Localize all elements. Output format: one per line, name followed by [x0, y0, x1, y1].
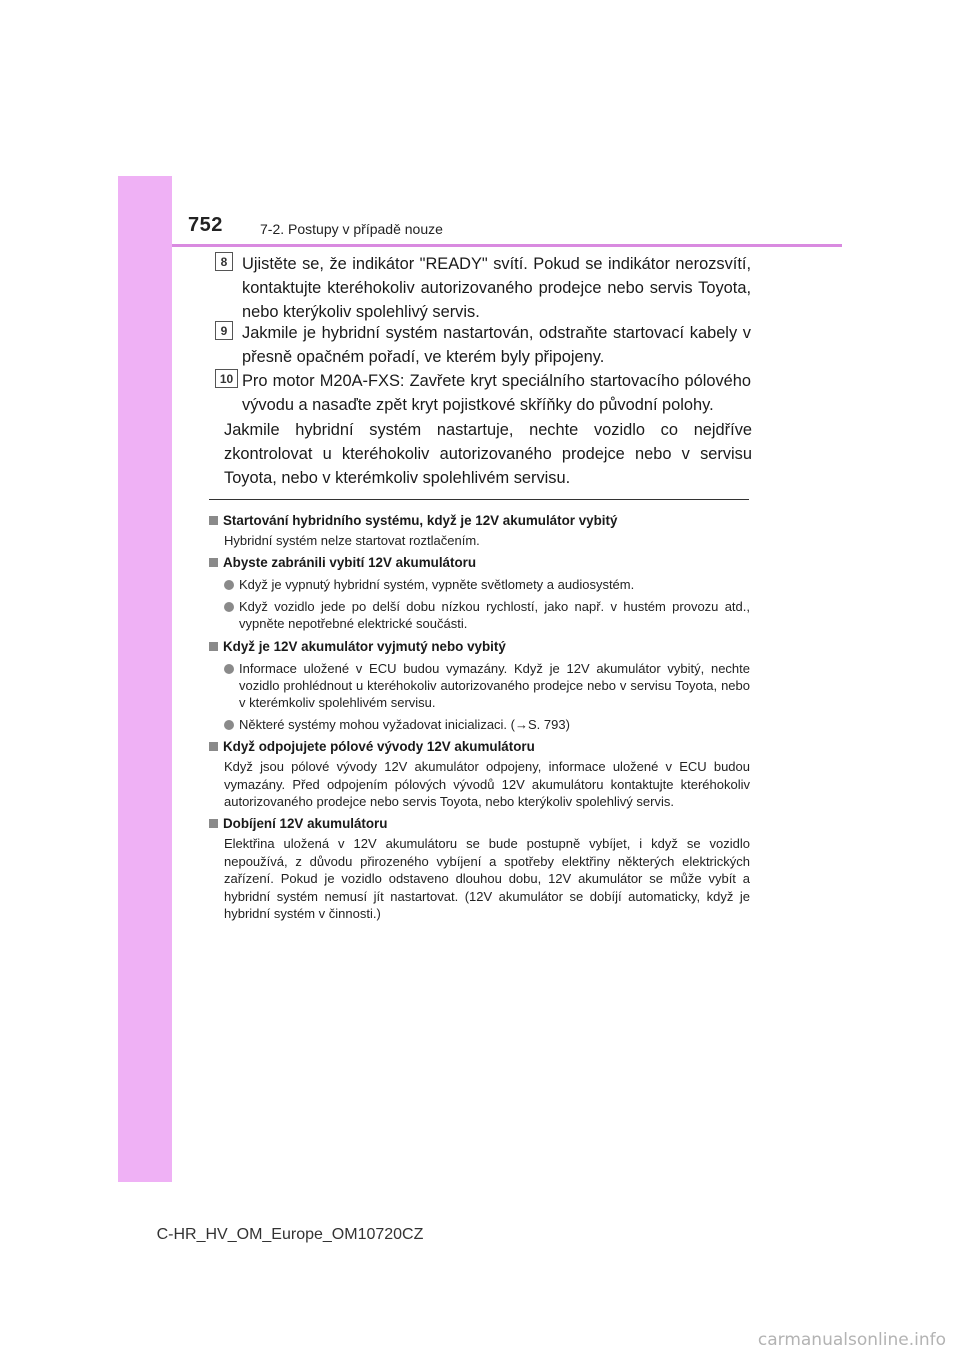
after-steps-paragraph: Jakmile hybridní systém nastartuje, nechte vozidlo co nejdříve zkontrolovat u kteréhokoliv autorizovaného prodejce nebo v servisu Toyota, nebo v kterémkoliv spolehlivém servisu. — [224, 421, 752, 487]
note-body: Když jsou pólové vývody 12V akumulátor odpojeny, informace uložené v ECU budou vymazány. Před odpojením pólových vývodů 12V akumulátoru kontaktujte kteréhokoliv autorizovaného prodejce nebo servis Toyota, nebo kterýkoliv spolehlivý servis. — [224, 759, 750, 810]
step-text: Jakmile je hybridní systém nastartován, odstraňte startovací kabely v přesně opačném pořadí, ve kterém byly připojeny. — [242, 324, 751, 366]
note-bullet: Informace uložené v ECU budou vymazány. Když je 12V akumulátor vybitý, nechte vozidlo prohlédnout u kteréhokoliv autorizovaného prodejce nebo v servisu Toyota, nebo v kterémkoliv spolehlivém servisu. — [209, 660, 750, 712]
step-number-badge: 9 — [215, 321, 233, 340]
circle-bullet-icon — [224, 720, 234, 730]
step-number-badge: 8 — [215, 252, 233, 271]
note-bullet: Když vozidlo jede po delší dobu nízkou rychlostí, jako např. v hustém provozu atd., vypněte nepotřebné elektrické součásti. — [209, 598, 750, 633]
note-bullet: Některé systémy mohou vyžadovat inicializaci. (→S. 793) — [209, 716, 750, 733]
page-number: 752 — [188, 214, 223, 236]
circle-bullet-icon — [224, 580, 234, 590]
square-bullet-icon — [209, 819, 218, 828]
note-bullet: Když je vypnutý hybridní systém, vypněte světlomety a audiosystém. — [209, 576, 750, 593]
note-body: Elektřina uložená v 12V akumulátoru se bude postupně vybíjet, i když se vozidlo nepoužívá, z důvodu přirozeného vybíjení a spotřeby elektřiny některých elektrických zařízení. Pokud je vozidlo odstaveno dlouhou dobu, 12V akumulátor se může vybít a hybridní systém nemusí jít nastartovat. (12V akumulátor se dobíjí automaticky, když je hybridní systém v činnosti.) — [224, 836, 750, 922]
note-heading: Když odpojujete pólové vývody 12V akumulátoru — [209, 738, 750, 756]
square-bullet-icon — [209, 642, 218, 651]
note-body: Hybridní systém nelze startovat roztlačením. — [224, 533, 480, 548]
square-bullet-icon — [209, 742, 218, 751]
footer-doc-id: C-HR_HV_OM_Europe_OM10720CZ — [156, 1226, 424, 1243]
circle-bullet-icon — [224, 664, 234, 674]
step-9 — [215, 321, 751, 369]
note-heading: Abyste zabránili vybití 12V akumulátoru — [209, 554, 750, 572]
chapter-sidebar-tab — [118, 176, 172, 1182]
square-bullet-icon — [209, 558, 218, 567]
square-bullet-icon — [209, 516, 218, 525]
notes-section — [209, 507, 750, 923]
note-heading: Dobíjení 12V akumulátoru — [209, 815, 750, 833]
note-heading: Startování hybridního systému, když je 12V akumulátor vybitý — [209, 512, 750, 530]
header-rule — [172, 244, 842, 247]
step-number-badge: 10 — [215, 369, 238, 388]
watermark: carmanualsonline.info — [757, 1330, 946, 1350]
step-text: Ujistěte se, že indikátor "READY" svítí. Pokud se indikátor nerozsvítí, kontaktujte kteréhokoliv autorizovaného prodejce nebo servis Toyota, nebo kterýkoliv spolehlivý servis. — [242, 255, 751, 321]
section-title: 7-2. Postupy v případě nouze — [260, 221, 443, 237]
step-8 — [215, 252, 751, 324]
step-text: Pro motor M20A-FXS: Zavřete kryt speciálního startovacího pólového vývodu a nasaďte zpět kryt pojistkové skříňky do původní polohy. — [242, 372, 751, 414]
note-heading: Když je 12V akumulátor vyjmutý nebo vybitý — [209, 638, 750, 656]
step-10 — [215, 369, 751, 417]
section-divider — [209, 499, 749, 500]
circle-bullet-icon — [224, 602, 234, 612]
